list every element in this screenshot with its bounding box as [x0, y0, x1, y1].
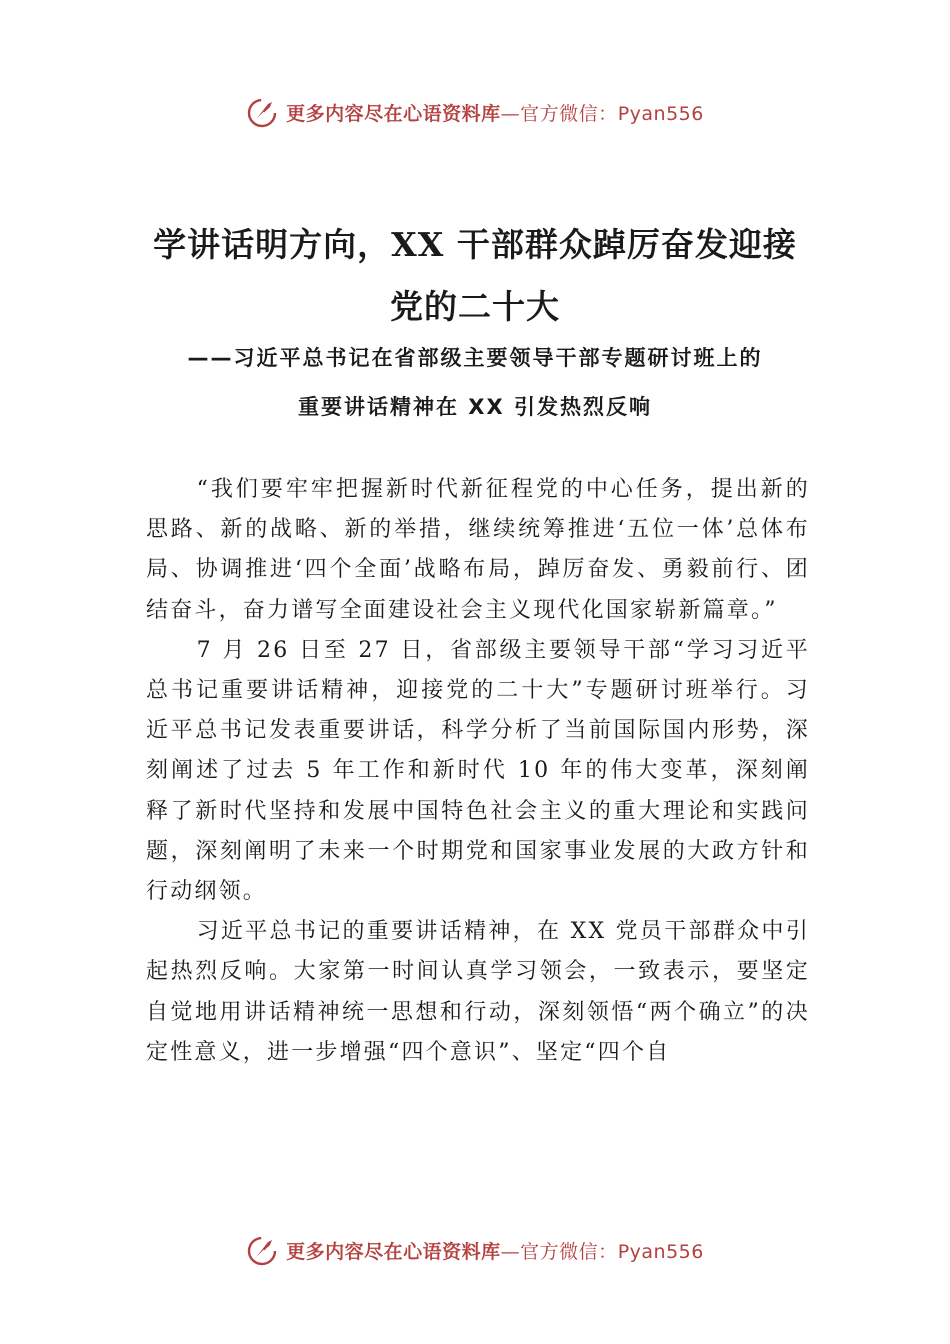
watermark-wechat-id: Pyan556 — [617, 102, 704, 125]
body-paragraph-1: “我们要牢牢把握新时代新征程党的中心任务，提出新的思路、新的战略、新的举措，继续统筹推进‘五位一体’总体布局、协调推进‘四个全面’战略布局，踔厉奋发、勇毅前行、团结奋斗，奋力谱写全面建设社会主义现代化国家崭新篇章。” — [146, 477, 810, 623]
watermark-text — [286, 1237, 704, 1264]
watermark-label: 官方微信： — [520, 1240, 618, 1263]
watermark-label: 官方微信： — [520, 102, 618, 125]
watermark-separator: — — [500, 102, 521, 125]
document-body — [146, 470, 810, 1073]
watermark-text — [286, 99, 704, 126]
watermark-separator: — — [500, 1240, 521, 1263]
quill-pen-logo-icon — [246, 96, 278, 128]
body-paragraph-2: 7 月 26 日至 27 日，省部级主要领导干部“学习习近平总书记重要讲话精神，迎接党的二十大”专题研讨班举行。习近平总书记发表重要讲话，科学分析了当前国际国内形势，深刻阐述了过去 5 年工作和新时代 10 年的伟大变革，深刻阐释了新时代坚持和发展中国特色社会主义的重大理论和实践问题，深刻阐明了未来一个时期党和国家事业发展的大政方针和行动纲领。 — [146, 637, 810, 905]
watermark-wechat-id: Pyan556 — [617, 1240, 704, 1263]
header-watermark — [0, 96, 950, 128]
body-paragraph-3: 习近平总书记的重要讲话精神，在 XX 党员干部群众中引起热烈反响。大家第一时间认真学习领会，一致表示，要坚定自觉地用讲话精神统一思想和行动，深刻领悟“两个确立”的决定性意义，进一步增强“四个意识”、坚定“四个自 — [146, 919, 810, 1065]
document-subtitle-line-2: 重要讲话精神在 XX 引发热烈反响 — [297, 395, 652, 419]
watermark-brand: 更多内容尽在心语资料库 — [286, 1240, 501, 1263]
document-title-line-1: 学讲话明方向，XX 干部群众踔厉奋发迎接 — [153, 225, 797, 264]
footer-watermark — [0, 1234, 950, 1266]
watermark-brand: 更多内容尽在心语资料库 — [286, 102, 501, 125]
quill-pen-logo-icon — [246, 1234, 278, 1266]
document-subtitle-line-1: ——习近平总书记在省部级主要领导干部专题研讨班上的 — [187, 346, 763, 370]
document-title-line-2: 党的二十大 — [390, 287, 560, 326]
